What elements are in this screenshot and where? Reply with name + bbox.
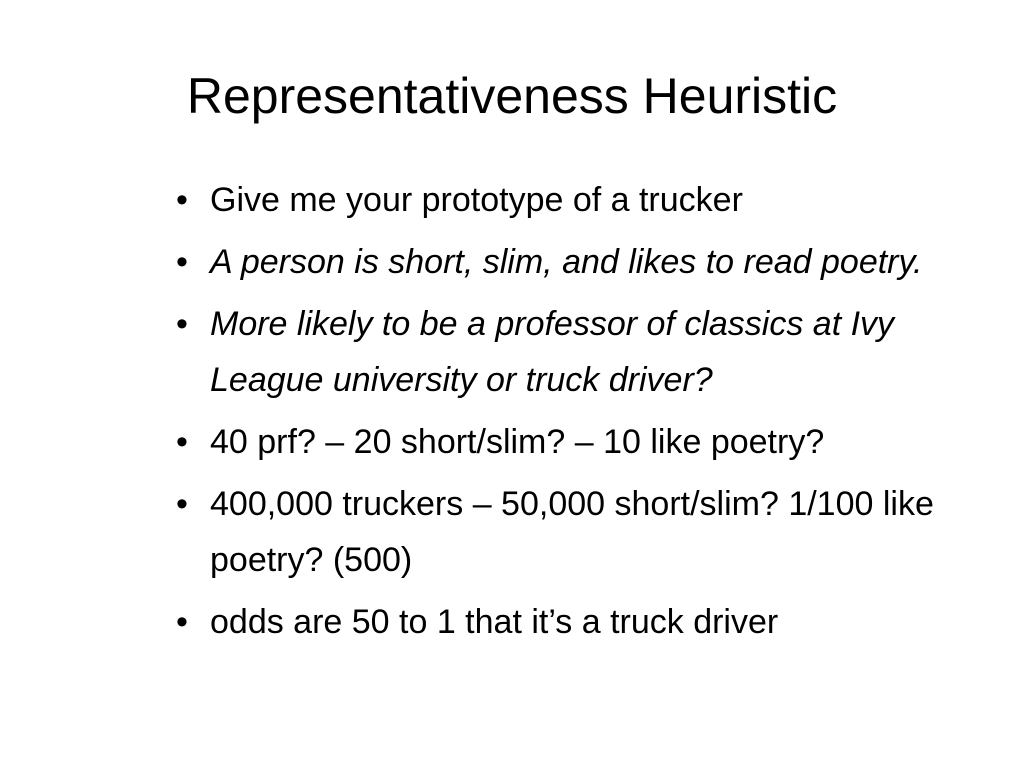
bullet-dot-icon: • (176, 243, 188, 281)
bullet-text: More likely to be a professor of classics at Ivy League university or truck driver? (210, 305, 895, 399)
bullet-dot-icon: • (176, 485, 188, 523)
bullet-item (176, 594, 990, 650)
bullet-item (176, 296, 990, 408)
bullet-dot-icon: • (176, 603, 188, 641)
bullet-text: A person is short, slim, and likes to read poetry. (210, 243, 923, 281)
bullet-item (176, 476, 990, 588)
bullet-item (176, 234, 990, 290)
bullet-dot-icon: • (176, 423, 188, 461)
slide-title: Representativeness Heuristic (186, 68, 838, 124)
bullet-item (176, 172, 990, 228)
bullet-text: odds are 50 to 1 that it’s a truck driver (210, 603, 779, 641)
bullet-text: 40 prf? – 20 short/slim? – 10 like poetry? (210, 423, 825, 461)
bullet-dot-icon: • (176, 305, 188, 343)
bullet-dot-icon: • (176, 181, 188, 219)
bullet-item (176, 414, 990, 470)
bullet-text: 400,000 truckers – 50,000 short/slim? 1/100 like poetry? (500) (210, 485, 934, 579)
bullet-text: Give me your prototype of a trucker (210, 181, 743, 219)
bullet-list (176, 172, 990, 656)
